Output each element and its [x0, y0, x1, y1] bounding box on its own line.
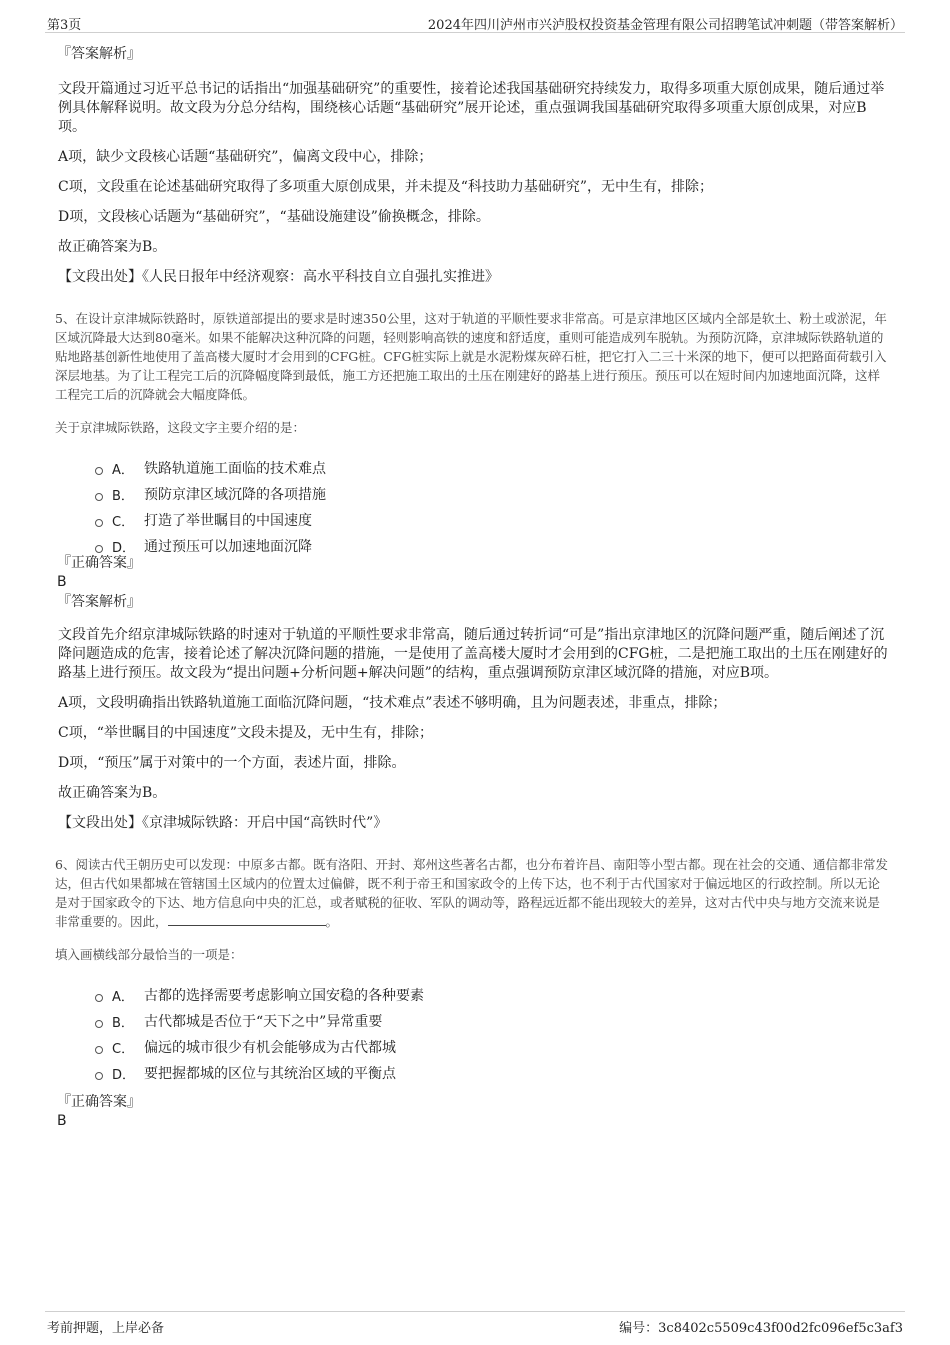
fill-blank-line	[168, 913, 326, 926]
question-text-before: 6、阅读古代王朝历史可以发现：中原多古都。既有洛阳、开封、郑州这些著名古都，也分布着许昌、南阳等小型古都。现在社会的交通、通信都非常发达，但古代如果都城在管辖国土区域内的位置太过偏僻，既不利于帝王和国家政令的上传下达，也不利于古代国家对于偏远地区的行政控制。所以无论是对于国家政令的下达、地方信息向中央的汇总，或者赋税的征收、军队的调动等，路程远近都不能出现较大的差异，这对古代中央与地方交流来说是非常重要的。因此，	[55, 857, 888, 929]
option-text: 打造了举世瞩目的中国速度	[144, 513, 312, 529]
option-d[interactable]	[95, 1060, 890, 1086]
option-a[interactable]	[95, 455, 890, 481]
question-text: 5、在设计京津城际铁路时，原铁道部提出的要求是时速350公里，这对于轨道的平顺性要求非常高。可是京津地区区域内全部是软土、粉土或淤泥，年区域沉降最大达到80毫米。如果不能解决这种沉降的问题，轻则影响高铁的速度和舒适度，重则可能造成列车脱轨。为预防沉降，京津城际铁路轨道的贴地路基创新性地使用了盖高楼大厦时才会用到的CFG桩。CFG桩实际上就是水泥粉煤灰碎石桩，把它打入二三十米深的地下，便可以把路面荷载引入深层地基。为了让工程完工后的沉降幅度降到最低，施工方还把施工取出的土压在刚建好的路基上进行预压。预压可以在短时间内加速地面沉降，这样工程完工后的沉降就会大幅度降低。	[55, 311, 887, 402]
option-letter: D．	[112, 540, 136, 556]
correct-answer: B	[57, 574, 67, 590]
document-id: 编号：3c8402c5509c43f00d2fc096ef5c3af3	[619, 1321, 903, 1336]
question-6	[55, 855, 890, 1131]
option-text: 预防京津区域沉降的各项措施	[144, 487, 326, 503]
option-letter: D．	[112, 1067, 136, 1083]
option-letter: C．	[112, 1041, 135, 1057]
page-header	[45, 12, 905, 33]
page-number: 第3页	[47, 18, 82, 33]
option-b[interactable]	[95, 1008, 890, 1034]
option-text: 铁路轨道施工面临的技术难点	[144, 461, 326, 477]
document-title: 2024年四川泸州市兴泸股权投资基金管理有限公司招聘笔试冲刺题（带答案解析）	[427, 18, 903, 33]
option-letter: B．	[112, 1015, 134, 1031]
option-b[interactable]	[95, 481, 890, 507]
analysis-paragraph: D项，文段核心话题为“基础研究”，“基础设施建设”偷换概念，排除。	[58, 209, 490, 225]
analysis-paragraph: D项，“预压”属于对策中的一个方面，表述片面，排除。	[58, 755, 406, 771]
correct-answer-label: 『正确答案』	[57, 1094, 141, 1110]
radio-button[interactable]	[95, 493, 103, 501]
radio-button[interactable]	[95, 1046, 103, 1054]
option-a[interactable]	[95, 982, 890, 1008]
radio-button[interactable]	[95, 1020, 103, 1028]
analysis-paragraph: A项，文段明确指出铁路轨道施工面临沉降问题，“技术难点”表述不够明确，且为问题表述，非重点，排除；	[58, 695, 727, 711]
radio-button[interactable]	[95, 467, 103, 475]
analysis-paragraph: C项，文段重在论述基础研究取得了多项重大原创成果，并未提及“科技助力基础研究”，无中生有，排除；	[58, 179, 714, 195]
option-text: 偏远的城市很少有机会能够成为古代都城	[144, 1040, 396, 1056]
analysis-label: 『答案解析』	[57, 594, 141, 610]
radio-button[interactable]	[95, 519, 103, 527]
option-list	[95, 982, 890, 1086]
option-list	[95, 455, 890, 559]
question-prompt: 关于京津城际铁路，这段文字主要介绍的是：	[55, 420, 306, 435]
question-5	[55, 309, 890, 833]
source-citation: 【文段出处】《京津城际铁路：开启中国“高铁时代”》	[58, 815, 388, 831]
analysis-paragraph: 文段首先介绍京津城际铁路的时速对于轨道的平顺性要求非常高，随后通过转折词“可是”指出京津地区的沉降问题严重，随后阐述了沉降问题造成的危害，接着论述了解决沉降问题的措施，一是使用了盖高楼大厦时才会用到的CFG桩，二是把施工取出的土压在刚建好的路基上进行预压。故文段为“提出问题+分析问题+解决问题”的结构，重点强调预防京津区域沉降的措施，对应B项。	[58, 627, 888, 681]
option-text: 要把握都城的区位与其统治区域的平衡点	[144, 1066, 396, 1082]
footer-slogan: 考前押题，上岸必备	[47, 1321, 165, 1336]
option-letter: A．	[112, 989, 134, 1005]
option-c[interactable]	[95, 1034, 890, 1060]
analysis-paragraph: C项，“举世瞩目的中国速度”文段未提及，无中生有，排除；	[58, 725, 434, 741]
option-c[interactable]	[95, 507, 890, 533]
analysis-paragraph: 故正确答案为B。	[58, 785, 167, 801]
correct-answer: B	[57, 1113, 67, 1129]
radio-button[interactable]	[95, 994, 103, 1002]
source-citation: 【文段出处】《人民日报年中经济观察：高水平科技自立自强扎实推进》	[58, 269, 499, 285]
correct-answer-label: 『正确答案』	[57, 555, 141, 571]
option-text: 古都的选择需要考虑影响立国安稳的各种要素	[144, 988, 424, 1004]
option-letter: A．	[112, 462, 134, 478]
document-body	[55, 44, 890, 1131]
question-prompt: 填入画横线部分最恰当的一项是：	[55, 947, 243, 962]
analysis-paragraph: A项，缺少文段核心话题“基础研究”，偏离文段中心，排除；	[58, 149, 433, 165]
option-letter: C．	[112, 514, 135, 530]
option-text: 通过预压可以加速地面沉降	[144, 539, 312, 555]
question-text-after: 。	[325, 914, 339, 929]
radio-button[interactable]	[95, 1072, 103, 1080]
option-letter: B．	[112, 488, 134, 504]
page-footer	[45, 1311, 905, 1334]
analysis-paragraph: 文段开篇通过习近平总书记的话指出“加强基础研究”的重要性，接着论述我国基础研究持续发力，取得多项重大原创成果，随后通过举例具体解释说明。故文段为分总分结构，围绕核心话题“基础研究”展开论述，重点强调我国基础研究取得多项重大原创成果，对应B项。	[58, 81, 885, 135]
analysis-paragraph: 故正确答案为B。	[58, 239, 167, 255]
question-text	[55, 855, 890, 931]
analysis-label: 『答案解析』	[57, 46, 141, 62]
radio-button[interactable]	[95, 545, 103, 553]
option-text: 古代都城是否位于“天下之中”异常重要	[144, 1014, 383, 1030]
analysis-section-q4	[55, 44, 890, 287]
